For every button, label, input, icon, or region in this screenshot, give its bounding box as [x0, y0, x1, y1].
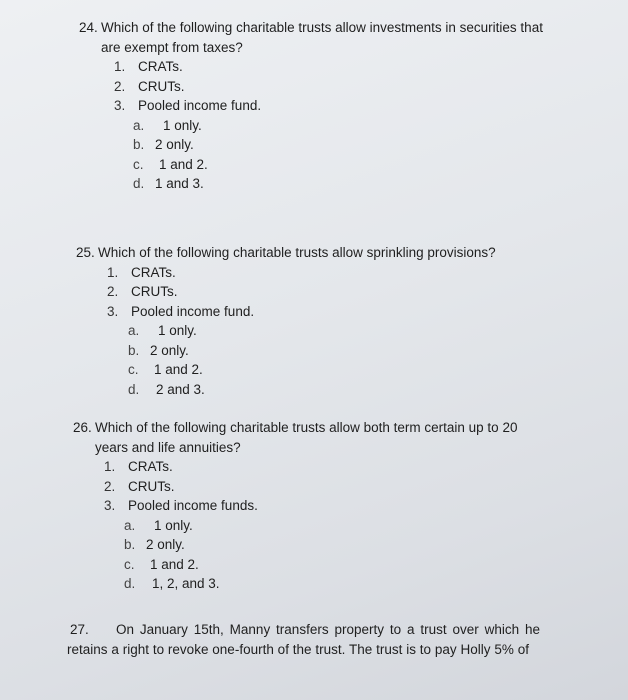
- answer-letter: d.: [124, 576, 136, 591]
- stem-line-2: are exempt from taxes?: [101, 39, 243, 55]
- answer-list: [124, 516, 573, 594]
- option-item: [107, 282, 576, 302]
- answer-text: 1 and 3.: [155, 176, 204, 191]
- answer-text: 2 only.: [146, 537, 185, 552]
- answer-text: 1 only.: [154, 517, 193, 533]
- answer-letter: a.: [124, 517, 136, 533]
- answer-choice-a[interactable]: [133, 116, 579, 136]
- answer-choice-d[interactable]: [128, 380, 576, 400]
- option-number: 3.: [107, 303, 119, 319]
- question-number: 25.: [76, 245, 95, 260]
- stem-line-1: On January 15th, Manny transfers property to a trust over which he: [116, 622, 540, 637]
- question-24: [79, 18, 579, 194]
- answer-letter: b.: [124, 537, 136, 552]
- answer-text: 1, 2, and 3.: [152, 576, 220, 591]
- option-list: [104, 457, 573, 516]
- option-item: [107, 302, 576, 322]
- question-number: 27.: [70, 622, 89, 637]
- answer-choice-c[interactable]: [124, 555, 573, 575]
- answer-text: 1 and 2.: [159, 156, 208, 172]
- stem-line-2: years and life annuities?: [95, 439, 241, 455]
- option-item: [104, 457, 573, 477]
- answer-letter: c.: [128, 362, 139, 377]
- answer-choice-d[interactable]: [124, 574, 573, 594]
- answer-letter: d.: [133, 176, 145, 191]
- answer-letter: b.: [133, 137, 145, 152]
- answer-choice-b[interactable]: [133, 135, 579, 155]
- option-text: CRATs.: [131, 264, 176, 280]
- answer-letter: c.: [133, 156, 144, 172]
- question-stem: [76, 243, 576, 263]
- stem-line-1: Which of the following charitable trusts allow sprinkling provisions?: [98, 245, 496, 260]
- answer-text: 2 and 3.: [156, 381, 205, 397]
- option-text: CRUTs.: [128, 478, 175, 494]
- option-text: CRATs.: [128, 459, 173, 474]
- question-number: 26.: [73, 420, 92, 435]
- answer-letter: c.: [124, 556, 135, 572]
- option-text: Pooled income fund.: [138, 98, 262, 113]
- option-list: [114, 57, 579, 116]
- answer-text: 1 and 2.: [154, 362, 203, 377]
- question-stem: [70, 620, 540, 640]
- answer-text: 1 only.: [163, 117, 202, 133]
- option-text: CRUTs.: [138, 78, 185, 94]
- option-item: [114, 57, 579, 77]
- answer-letter: a.: [128, 323, 140, 338]
- option-number: 2.: [114, 78, 126, 94]
- answer-letter: d.: [128, 381, 140, 397]
- option-number: 2.: [107, 284, 119, 299]
- answer-letter: b.: [128, 342, 140, 358]
- option-item: [114, 96, 579, 116]
- answer-choice-a[interactable]: [124, 516, 573, 536]
- option-text: CRUTs.: [131, 284, 178, 299]
- stem-line-2: retains a right to revoke one-fourth of the trust. The trust is to pay Holly 5% of: [67, 641, 529, 657]
- answer-list: [133, 116, 579, 194]
- stem-line-1: Which of the following charitable trusts allow both term certain up to 20: [95, 420, 518, 435]
- answer-choice-b[interactable]: [128, 341, 576, 361]
- question-stem: [73, 418, 573, 438]
- question-27: [67, 620, 540, 659]
- answer-choice-c[interactable]: [133, 155, 579, 175]
- question-26: [73, 418, 573, 594]
- option-number: 1.: [104, 459, 116, 474]
- option-number: 1.: [107, 264, 119, 280]
- answer-text: 1 and 2.: [150, 556, 199, 572]
- question-number: 24.: [79, 20, 98, 35]
- option-number: 3.: [114, 98, 126, 113]
- question-25: [76, 243, 576, 399]
- question-stem: [79, 18, 579, 38]
- option-number: 1.: [114, 59, 126, 74]
- answer-choice-d[interactable]: [133, 174, 579, 194]
- option-number: 3.: [104, 498, 116, 513]
- answer-list: [128, 321, 576, 399]
- option-text: Pooled income fund.: [131, 303, 255, 319]
- option-item: [104, 496, 573, 516]
- answer-text: 2 only.: [150, 342, 189, 358]
- option-text: Pooled income funds.: [128, 498, 258, 513]
- option-text: CRATs.: [138, 59, 183, 74]
- stem-line-1: Which of the following charitable trusts allow investments in securities that: [101, 20, 543, 35]
- option-item: [104, 477, 573, 497]
- answer-text: 2 only.: [155, 137, 194, 152]
- option-number: 2.: [104, 478, 116, 494]
- answer-choice-b[interactable]: [124, 535, 573, 555]
- answer-choice-c[interactable]: [128, 360, 576, 380]
- answer-text: 1 only.: [158, 323, 197, 338]
- answer-choice-a[interactable]: [128, 321, 576, 341]
- answer-letter: a.: [133, 117, 145, 133]
- option-list: [107, 263, 576, 322]
- option-item: [114, 77, 579, 97]
- option-item: [107, 263, 576, 283]
